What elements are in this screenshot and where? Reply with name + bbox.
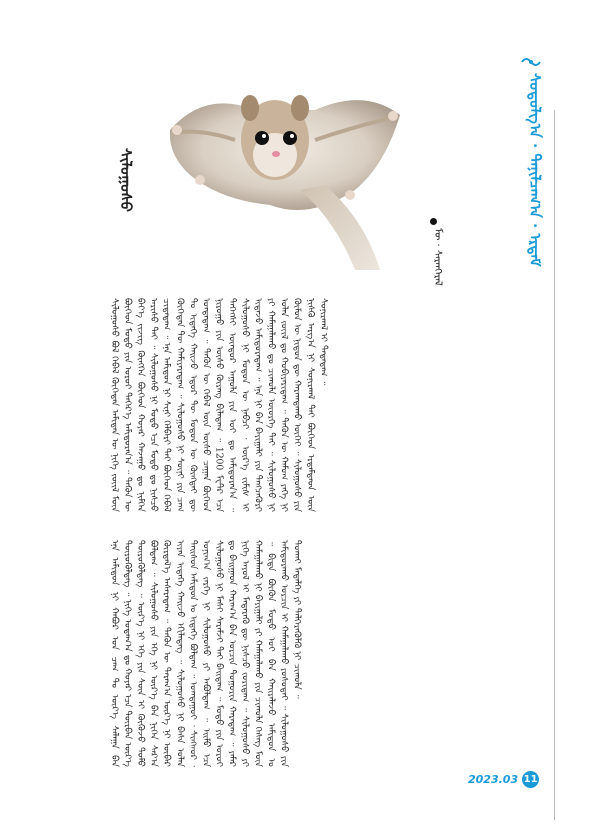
folio	[468, 770, 539, 788]
running-header	[514, 55, 550, 755]
author-byline: ᠮᠥ · ᠰᠠᠷᠠᠨᠭᠡᠷᠡᠯ	[432, 228, 443, 286]
running-title: ᠰᠤᠳᠤᠯᠭ᠎ᠠ · ᠲᠠᠨᠢᠯᠴᠠᠭ᠎ᠠ · ᠡᠷᠳᠡᠮ	[526, 73, 544, 267]
paragraph: ᠰᠢᠯᠤᠭᠤᠰᠤ ᠪᠣᠯ ᠬᠡᠪᠡᠯ ᠬᠥᠬᠡᠲᠡᠨ ᠠᠮᠢᠲᠠᠨ ᠦ ᠨᠢᠭᠡ ᠵᠦᠢᠯ ᠮᠥᠨ ᠪᠥᠭᠡᠳ ᠮᠣᠳᠣ ᠶᠢᠨ ᠣᠷᠣᠢ ᠳᠡᠭᠡᠷ᠎ᠡ ᠠᠮᠢᠳᠤᠷᠠᠨ᠎ᠠ ᠃ ᠲᠡᠭᠦᠨ ᠦ ᠪᠡᠶ᠎ᠡ ᠵᠢᠵᠢᠭ ᠬᠥᠩᠭᠡᠨ ᠪᠥᠭᠡᠳ ᠬᠣᠶᠠᠷ ᠬᠠᠵᠠᠭᠤ ᠳᠤ ᠨᠢᠮᠭᠡᠨ ᠠᠷᠢᠰᠤ ᠲᠠᠢ ᠃ ᠰᠢᠯᠤᠭᠤᠰᠤ ᠨᠢ ᠮᠣᠳᠣ ᠡᠴᠡ ᠮᠣᠳᠣ ᠳᠤ ᠨᠢᠰᠴᠤ ᠴᠢᠳᠠᠳᠠᠭ ᠃ ᠡᠨᠡ ᠠᠮᠢᠳᠤᠨ ᠨᠢ ᠰᠢᠨᠢ ᠬᠡᠯᠪᠡᠷᠢ ᠲᠠᠢ ᠪᠥᠭᠡᠳ ᠬᠡᠪᠡᠯ ᠬᠥᠬᠡᠲᠡᠨ ᠲᠦ ᠬᠠᠮᠢᠶᠠᠷᠠᠳᠠᠭ ᠃ ᠰᠢᠯᠤᠭᠤᠰᠤ ᠨᠢ ᠰᠦᠨᠢ ᠶᠢᠨ ᠴᠠᠭ ᠲᠤ ᠢᠳᠡᠭᠡ ᠬᠠᠢᠵᠤ ᠡᠳᠦᠷ ᠲᠦ ᠮᠣᠳᠣᠨ ᠦ ᠬᠥᠩᠳᠡᠢ ᠳᠦ ᠤᠨᠲᠠᠳᠠᠭ ᠃ ᠲᠡᠭᠦᠨ ᠦ ᠬᠡᠪᠡᠯ ᠦᠨ ᠦᠰᠦ ᠴᠠᠭᠠᠨ ᠪᠥᠭᠡᠳ ᠨᠢᠷᠤᠭᠤ ᠶᠢᠨ ᠦᠰᠦ ᠬᠦᠷᠡᠩ ᠪᠢᠯᠠᠳᠠᠭ ᠃ 1200 ᠮᠧᠲᠷ ᠡᠴᠡ ᠳᠡᠭᠡᠭᠰᠢ ᠥᠨᠳᠥᠷ ᠠᠭᠤᠯᠠ ᠶᠢᠨ ᠣᠢ ᠳᠤ ᠠᠮᠢᠳᠤᠷᠠᠨ᠎ᠠ ᠃ ᠰᠢᠯᠤᠭᠤᠰᠤ ᠨᠢ ᠮᠣᠳᠣᠨ ᠦ ᠨᠠᠪᠴᠢ ᠂ ᠦᠷ᠎ᠡ ᠵᠢᠮᠢᠰ ᠢ ᠢᠳᠡᠵᠦ ᠠᠮᠢᠳᠤᠷᠠᠳᠠᠭ ᠃ ᠡᠨᠡ ᠨᠢ ᠪᠠᠨ ᠪᠠᠶᠢᠭᠠᠯᠢ ᠶᠢᠨ ᠲᠡᠩᠴᠡᠭᠦᠷᠢ ᠶᠢ ᠬᠠᠮᠠᠭᠠᠯᠠᠬᠤ ᠳᠤ ᠴᠢᠬᠤᠯᠠ ᠦᠦᠷᠭᠡ ᠲᠡᠢ ᠃ ᠰᠢᠯᠤᠭᠤᠰᠤ ᠨᠢ ᠣᠯᠠᠨ ᠵᠦᠢᠯ ᠳᠤ ᠬᠤᠪᠢᠶᠠᠷᠢᠳᠠᠭ ᠃ ᠲᠡᠭᠦᠨ ᠦ ᠬᠠᠮᠤᠭ ᠶᠡᠬᠡ ᠨᠢ ᠬᠦᠮᠦᠨ ᠦ ᠨᠢᠳᠦᠨ ᠳᠦ ᠬᠠᠷᠠᠭᠳᠠᠬᠤ ᠦᠭᠡᠢ ᠃ ᠰᠢᠯᠤᠭᠤᠰᠤ ᠶᠢᠨ ᠨᠢᠰᠬᠦ ᠠᠷᠭ᠎ᠠ ᠨᠢ ᠰᠣᠨᠢᠷᠬᠠᠯ ᠲᠠᠢ ᠪᠥᠭᠡᠳ ᠡᠷᠳᠡᠮᠲᠡᠳ ᠦᠨ ᠰᠣᠨᠢᠷᠬᠠᠯ ᠢ ᠲᠠᠲᠠᠳᠠᠭ ᠃	[109, 298, 329, 512]
page-number: 11	[522, 771, 539, 788]
body-text-lower	[108, 540, 513, 767]
header-divider	[554, 110, 555, 820]
paragraph: ᠡᠨᠡ ᠠᠮᠢᠳᠤᠨ ᠨᠢ ᠬᠠᠪᠤᠷ ᠤᠨ ᠴᠠᠭ ᠲᠤ ᠦᠷ᠎ᠡ ᠰᠠᠯᠠᠭᠠ ᠪᠠᠨ ᠲᠦᠷᠦᠭᠦᠯᠳᠡᠭ ᠃ ᠨᠢᠭᠡ ᠤᠳᠠᠭ᠎ᠠ ᠳᠤ ᠬᠣᠶᠠᠷ ᠡᠴᠡ ᠳᠥᠷᠪᠡᠨ ᠦᠷ᠎ᠡ ᠲᠥᠷᠦᠭᠦᠯᠳᠡᠭ ᠃ ᠦᠷ᠎ᠡ ᠨᠢ ᠡᠬᠡ ᠶᠢᠨ ᠰᠦᠨ ᠢ ᠬᠥᠬᠦᠵᠦ ᠲᠣᠮᠣ ᠪᠣᠯᠳᠠᠭ ᠃ ᠰᠢᠯᠤᠭᠤᠰᠤ ᠶᠢᠨ ᠡᠬᠡ ᠨᠢ ᠦᠷ᠎ᠡ ᠪᠡᠨ ᠨᠢᠭᠡᠨ ᠰᠠᠷ᠎ᠠ ᠬᠦᠷᠲᠡᠯ᠎ᠡ ᠠᠰᠠᠷᠠᠳᠠᠭ ᠃ ᠲᠡᠭᠦᠨ ᠦ ᠳᠠᠷᠠᠭ᠎ᠠ ᠦᠷ᠎ᠡ ᠨᠢ ᠥᠪᠡᠷ ᠢᠶᠡᠨ ᠢᠳᠡᠭᠡ ᠬᠠᠢᠵᠤ ᠡᠬᠢᠯᠡᠳᠡᠭ ᠃ ᠰᠢᠯᠤᠭᠤᠰᠤ ᠨᠢ ᠪᠠᠰᠠ ᠣᠯᠠᠨ ᠳᠠᠢᠰᠤᠨ ᠠᠮᠢᠳᠤᠨ ᠤ ᠢᠳᠡᠭᠡ ᠪᠣᠯᠳᠠᠭ ᠃ ᠣᠭᠲᠠᠭᠤᠢ ᠂ ᠰᠢᠩᠬᠤᠷ ᠂ ᠤᠨᠢᠭ᠎ᠠ ᠵᠡᠷᠭᠡ ᠨᠢ ᠰᠢᠯᠤᠭᠤᠰᠤ ᠶᠢ ᠠᠪᠤᠯᠳᠠᠭ ᠃ ᠡᠢᠮᠦ ᠡᠴᠡ ᠰᠢᠯᠤᠭᠤᠰᠤ ᠨᠢ ᠮᠠᠰᠢ ᠰᠡᠷᠡᠮᠵᠢ ᠲᠠᠢ ᠪᠠᠢᠳᠠᠭ ᠃ ᠮᠣᠳᠣ ᠶᠢᠨ ᠣᠷᠣᠢ ᠳᠤ ᠪᠠᠢᠭᠠᠳ ᠬᠠᠷᠠᠭ᠎ᠠ ᠪᠠᠨ ᠣᠷᠴᠢᠨ ᠲᠣᠭᠣᠷᠢᠨ ᠬᠠᠷᠠᠳᠠᠭ ᠃ ᠶᠠᠮᠠᠷ ᠨᠢᠭᠡ ᠠᠶᠤᠯ ᠢ ᠮᠡᠳᠡᠷᠡᠬᠦ ᠳᠦ ᠨᠢᠰᠴᠤ ᠵᠣᠷᠢᠳᠠᠭ ᠃ ᠰᠢᠯᠤᠭᠤᠰᠤ ᠶᠢ ᠬᠠᠮᠠᠭᠠᠯᠠᠬᠤ ᠨᠢ ᠪᠠᠶᠢᠭᠠᠯᠢ ᠶᠢ ᠬᠠᠮᠠᠭᠠᠯᠠᠬᠤ ᠶᠢᠨ ᠴᠢᠬᠤᠯᠠ ᠬᠡᠰᠡᠭ ᠮᠥᠨ ᠃ ᠪᠢᠳᠡ ᠪᠦᠬᠦᠨ ᠮᠣᠳᠣ ᠣᠢ ᠪᠠᠨ ᠬᠠᠢᠷᠠᠯᠠᠵᠤ ᠠᠮᠢᠳᠤᠨ ᠤ ᠠᠮᠢᠳᠤᠷᠠᠬᠤ ᠣᠷᠴᠢᠨ ᠢ ᠬᠠᠮᠠᠭᠠᠯᠠᠬᠤ ᠶᠣᠰᠣᠲᠠᠢ ᠃ ᠰᠢᠯᠤᠭᠤᠰᠤ ᠶᠢᠨ ᠲᠤᠬᠠᠢ ᠮᠡᠳᠡᠯᠭᠡ ᠶᠢ ᠳᠡᠯᠭᠡᠷᠡᠭᠦᠯᠬᠦ ᠨᠢ ᠴᠢᠬᠤᠯᠠ ᠃	[109, 540, 303, 767]
issue-date: 2023.03	[468, 772, 519, 786]
article-title: ᠰᠢᠯᠤᠭᠤᠰᠤ	[117, 148, 135, 212]
flying-squirrel-photo	[150, 70, 420, 275]
ornament-icon	[520, 55, 542, 69]
body-text-upper	[108, 298, 486, 512]
bullet-icon	[430, 218, 437, 225]
